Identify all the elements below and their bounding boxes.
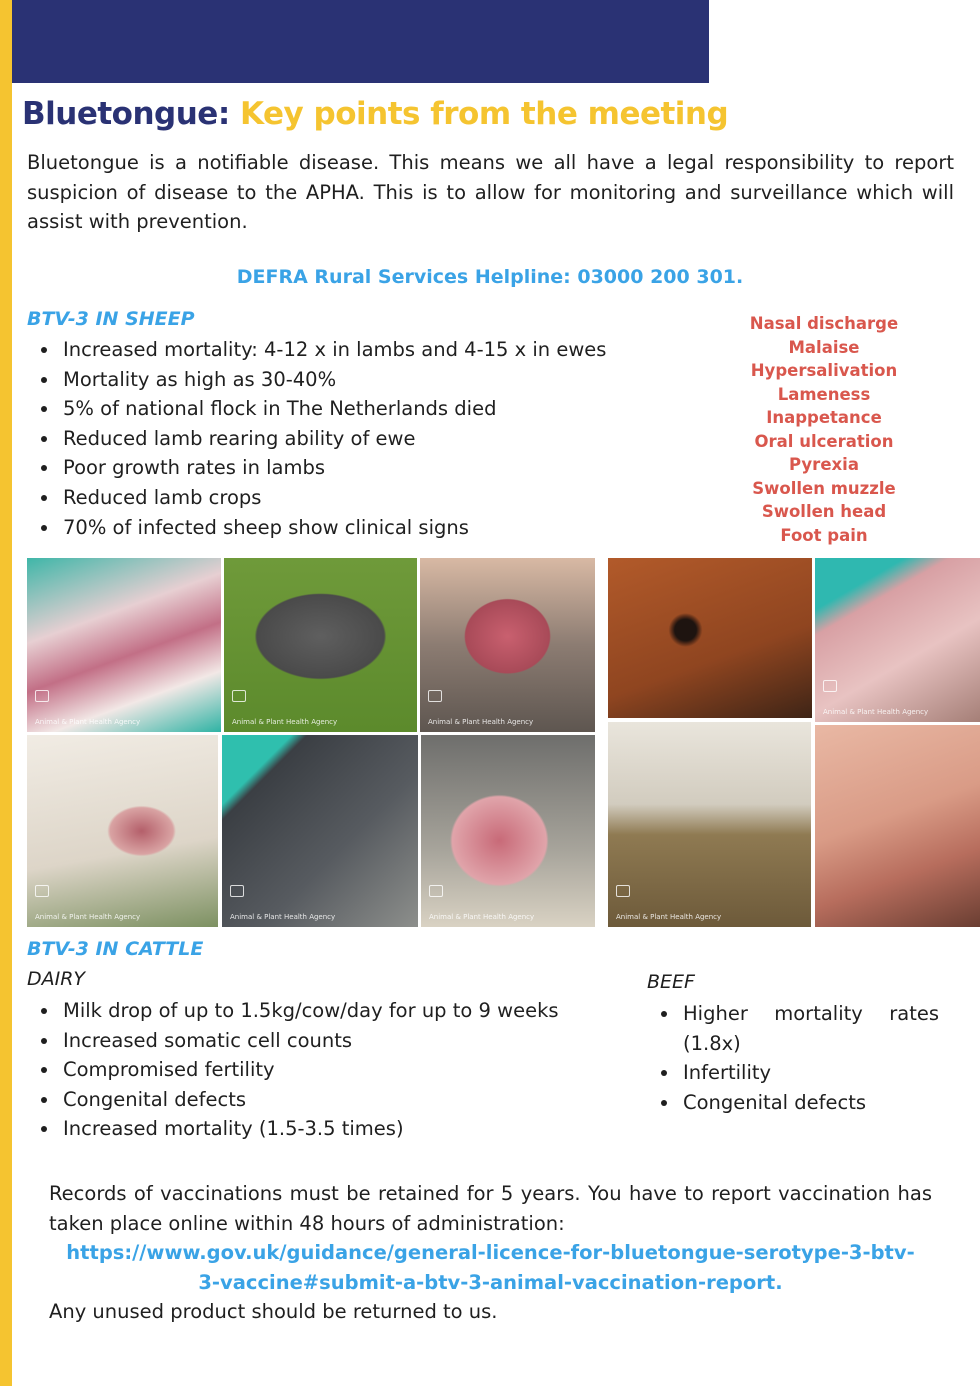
symptom-item: Hypersalivation xyxy=(750,361,898,380)
photo-watermark: Animal & Plant Health Agency xyxy=(823,708,929,716)
photo-watermark: Animal & Plant Health Agency xyxy=(35,718,141,726)
list-item: Higher mortality rates (1.8x) xyxy=(647,999,939,1058)
cow-teats-photo xyxy=(815,725,980,927)
vaccination-records xyxy=(49,1179,932,1327)
list-item: Infertility xyxy=(647,1058,939,1088)
title-part2: Key points from the meeting xyxy=(240,96,729,132)
photo-watermark: Animal & Plant Health Agency xyxy=(230,913,336,921)
list-item: Mortality as high as 30-40% xyxy=(27,365,707,395)
photo-watermark: Animal & Plant Health Agency xyxy=(232,718,338,726)
agency-crest-icon xyxy=(429,885,443,897)
sheep-points xyxy=(27,335,707,542)
list-item: Compromised fertility xyxy=(27,1055,627,1085)
symptom-item: Nasal discharge xyxy=(749,314,899,333)
list-item: Congenital defects xyxy=(647,1088,939,1118)
symptom-item: Inappetance xyxy=(766,408,882,427)
photo-watermark: Animal & Plant Health Agency xyxy=(616,913,722,921)
page-title xyxy=(22,96,728,132)
symptom-item: Foot pain xyxy=(780,525,868,545)
symptoms-list xyxy=(700,312,948,547)
agency-crest-icon xyxy=(616,885,630,897)
beef-points xyxy=(647,999,939,1117)
symptom-item: Lameness xyxy=(777,384,871,404)
sheep-mouth-photo xyxy=(27,558,221,732)
sheep-open-mouth-photo xyxy=(420,558,595,732)
symptom-item: Swollen head xyxy=(761,502,887,521)
list-item: Increased mortality (1.5-3.5 times) xyxy=(27,1114,627,1144)
helpline: DEFRA Rural Services Helpline: 03000 200 301. xyxy=(236,266,744,288)
list-item: Milk drop of up to 1.5kg/cow/day for up to 9 weeks xyxy=(27,996,627,1026)
dairy-points xyxy=(27,996,627,1144)
photo-watermark: Animal & Plant Health Agency xyxy=(428,718,534,726)
cow-eye-discharge-photo xyxy=(608,558,812,718)
agency-crest-icon xyxy=(230,885,244,897)
sheep-heading: BTV-3 IN SHEEP xyxy=(27,308,195,330)
symptom-item: Swollen muzzle xyxy=(752,478,896,498)
photo-watermark: Animal & Plant Health Agency xyxy=(429,913,535,921)
cow-muzzle-photo xyxy=(815,558,980,722)
unused-product-text: Any unused product should be returned to us. xyxy=(49,1300,498,1323)
list-item: Increased somatic cell counts xyxy=(27,1026,627,1056)
photo-watermark: Animal & Plant Health Agency xyxy=(35,913,141,921)
symptom-item: Malaise xyxy=(788,337,860,357)
records-text: Records of vaccinations must be retained for 5 years. You have to report vaccination has taken place online within 48 hours of administration: xyxy=(49,1182,932,1235)
list-item: Congenital defects xyxy=(27,1085,627,1115)
symptom-item: Oral ulceration xyxy=(754,431,894,451)
list-item: 70% of infected sheep show clinical signs xyxy=(27,513,707,543)
left-accent-bar xyxy=(0,0,12,1386)
agency-crest-icon xyxy=(35,885,49,897)
report-link[interactable]: https://www.gov.uk/guidance/general-licence-for-bluetongue-serotype-3-btv-3-vaccine#submit-a-btv-3-animal-vaccination-report. xyxy=(66,1241,915,1294)
title-part1: Bluetongue: xyxy=(22,96,230,132)
agency-crest-icon xyxy=(428,690,442,702)
list-item: Reduced lamb crops xyxy=(27,483,707,513)
header-band xyxy=(12,0,709,83)
cattle-heading: BTV-3 IN CATTLE xyxy=(27,938,204,960)
symptom-item: Pyrexia xyxy=(789,455,859,474)
intro-paragraph: Bluetongue is a notifiable disease. This means we all have a legal responsibility to report suspicion of disease to the APHA. This is to allow for monitoring and surveillance which will assist with prevention. xyxy=(27,151,954,233)
agency-crest-icon xyxy=(232,690,246,702)
sheep-nose-lesion-photo xyxy=(27,735,218,927)
lying-sheep-photo xyxy=(224,558,417,732)
black-sheep-muzzle-photo xyxy=(222,735,418,927)
list-item: Reduced lamb rearing ability of ewe xyxy=(27,424,707,454)
cow-hoof-photo xyxy=(608,722,811,927)
agency-crest-icon xyxy=(823,680,837,692)
agency-crest-icon xyxy=(35,690,49,702)
list-item: 5% of national flock in The Netherlands died xyxy=(27,394,707,424)
dairy-label: DAIRY xyxy=(27,968,86,990)
swollen-tongue-photo xyxy=(421,735,595,927)
list-item: Increased mortality: 4-12 x in lambs and 4-15 x in ewes xyxy=(27,335,707,365)
list-item: Poor growth rates in lambs xyxy=(27,453,707,483)
beef-label: BEEF xyxy=(647,971,695,993)
